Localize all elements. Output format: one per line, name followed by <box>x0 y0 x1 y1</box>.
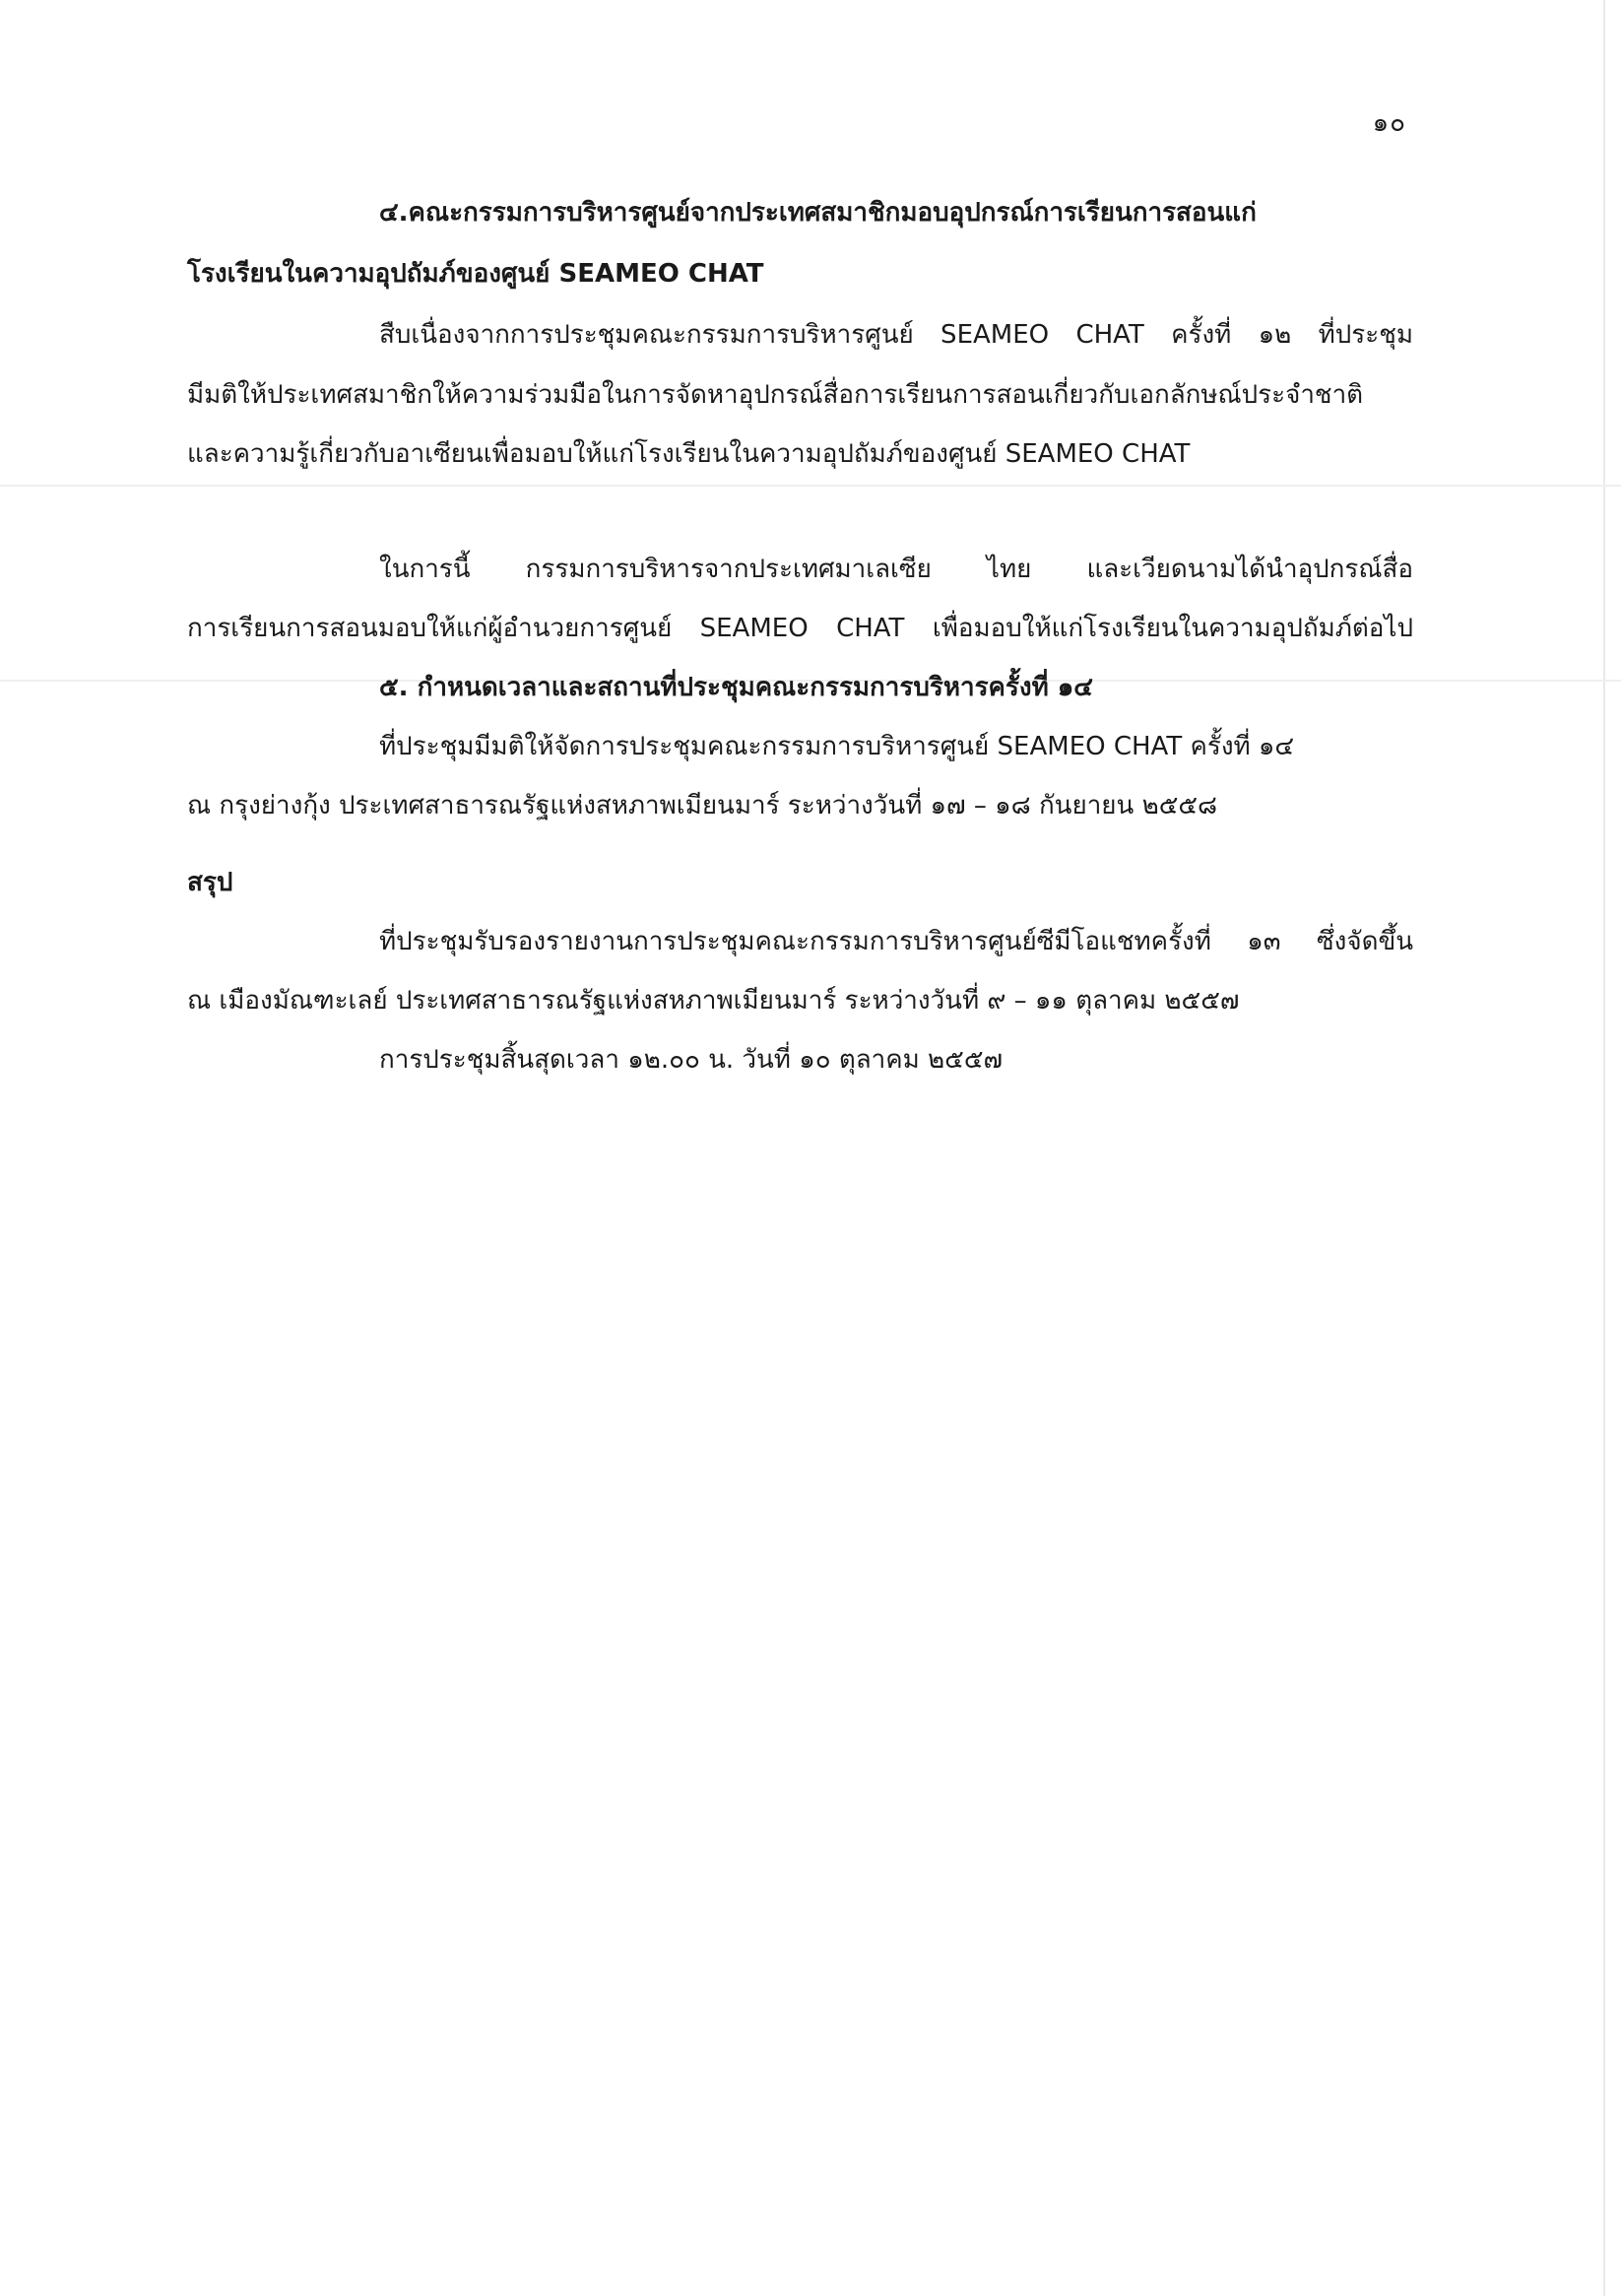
paragraph-1-line-2: มีมติให้ประเทศสมาชิกให้ความร่วมมือในการจัดหาอุปกรณ์สื่อการเรียนการสอนเกี่ยวกับเอกลักษณ์ประจำชาติ <box>187 380 1364 410</box>
paragraph-4-line-2: ณ เมืองมัณฑะเลย์ ประเทศสาธารณรัฐแห่งสหภาพเมียนมาร์ ระหว่างวันที่ ๙ – ๑๑ ตุลาคม ๒๕๕๗ <box>187 986 1240 1016</box>
paragraph-2-line-2: การเรียนการสอนมอบให้แก่ผู้อำนวยการศูนย์ SEAMEO CHAT เพื่อมอบให้แก่โรงเรียนในความอุปถัมภ์ต่อไป <box>187 614 1413 643</box>
heading-item-4-line-2: โรงเรียนในความอุปถัมภ์ของศูนย์ SEAMEO CHAT <box>187 259 764 289</box>
paragraph-3-line-2: ณ กรุงย่างกุ้ง ประเทศสาธารณรัฐแห่งสหภาพเมียนมาร์ ระหว่างวันที่ ๑๗ – ๑๘ กันยายน ๒๕๕๘ <box>187 791 1218 820</box>
heading-item-5: ๕. กำหนดเวลาและสถานที่ประชุมคณะกรรมการบริหารครั้งที่ ๑๔ <box>379 673 1093 702</box>
summary-heading: สรุป <box>187 868 233 897</box>
heading-item-4-line-1: ๔.คณะกรรมการบริหารศูนย์จากประเทศสมาชิกมอบอุปกรณ์การเรียนการสอนแก่ <box>379 198 1257 228</box>
paragraph-1-line-3: และความรู้เกี่ยวกับอาเซียนเพื่อมอบให้แก่โรงเรียนในความอุปถัมภ์ของศูนย์ SEAMEO CHAT <box>187 439 1191 469</box>
paragraph-1-line-1: สืบเนื่องจากการประชุมคณะกรรมการบริหารศูนย์ SEAMEO CHAT ครั้งที่ ๑๒ ที่ประชุม <box>379 320 1413 350</box>
paragraph-3-line-1: ที่ประชุมมีมติให้จัดการประชุมคณะกรรมการบริหารศูนย์ SEAMEO CHAT ครั้งที่ ๑๔ <box>379 732 1295 761</box>
paragraph-2-line-1: ในการนี้ กรรมการบริหารจากประเทศมาเลเซีย ไทย และเวียดนามได้นำอุปกรณ์สื่อ <box>379 555 1413 584</box>
page-number: ๑๐ <box>1372 108 1406 138</box>
paragraph-4-line-1: ที่ประชุมรับรองรายงานการประชุมคณะกรรมการบริหารศูนย์ซีมีโอแชทครั้งที่ ๑๓ ซึ่งจัดขึ้น <box>379 927 1413 956</box>
scan-edge <box>1603 0 1605 2296</box>
scan-band <box>0 485 1621 487</box>
paragraph-5-line-1: การประชุมสิ้นสุดเวลา ๑๒.๐๐ น. วันที่ ๑๐ ตุลาคม ๒๕๕๗ <box>379 1045 1004 1075</box>
